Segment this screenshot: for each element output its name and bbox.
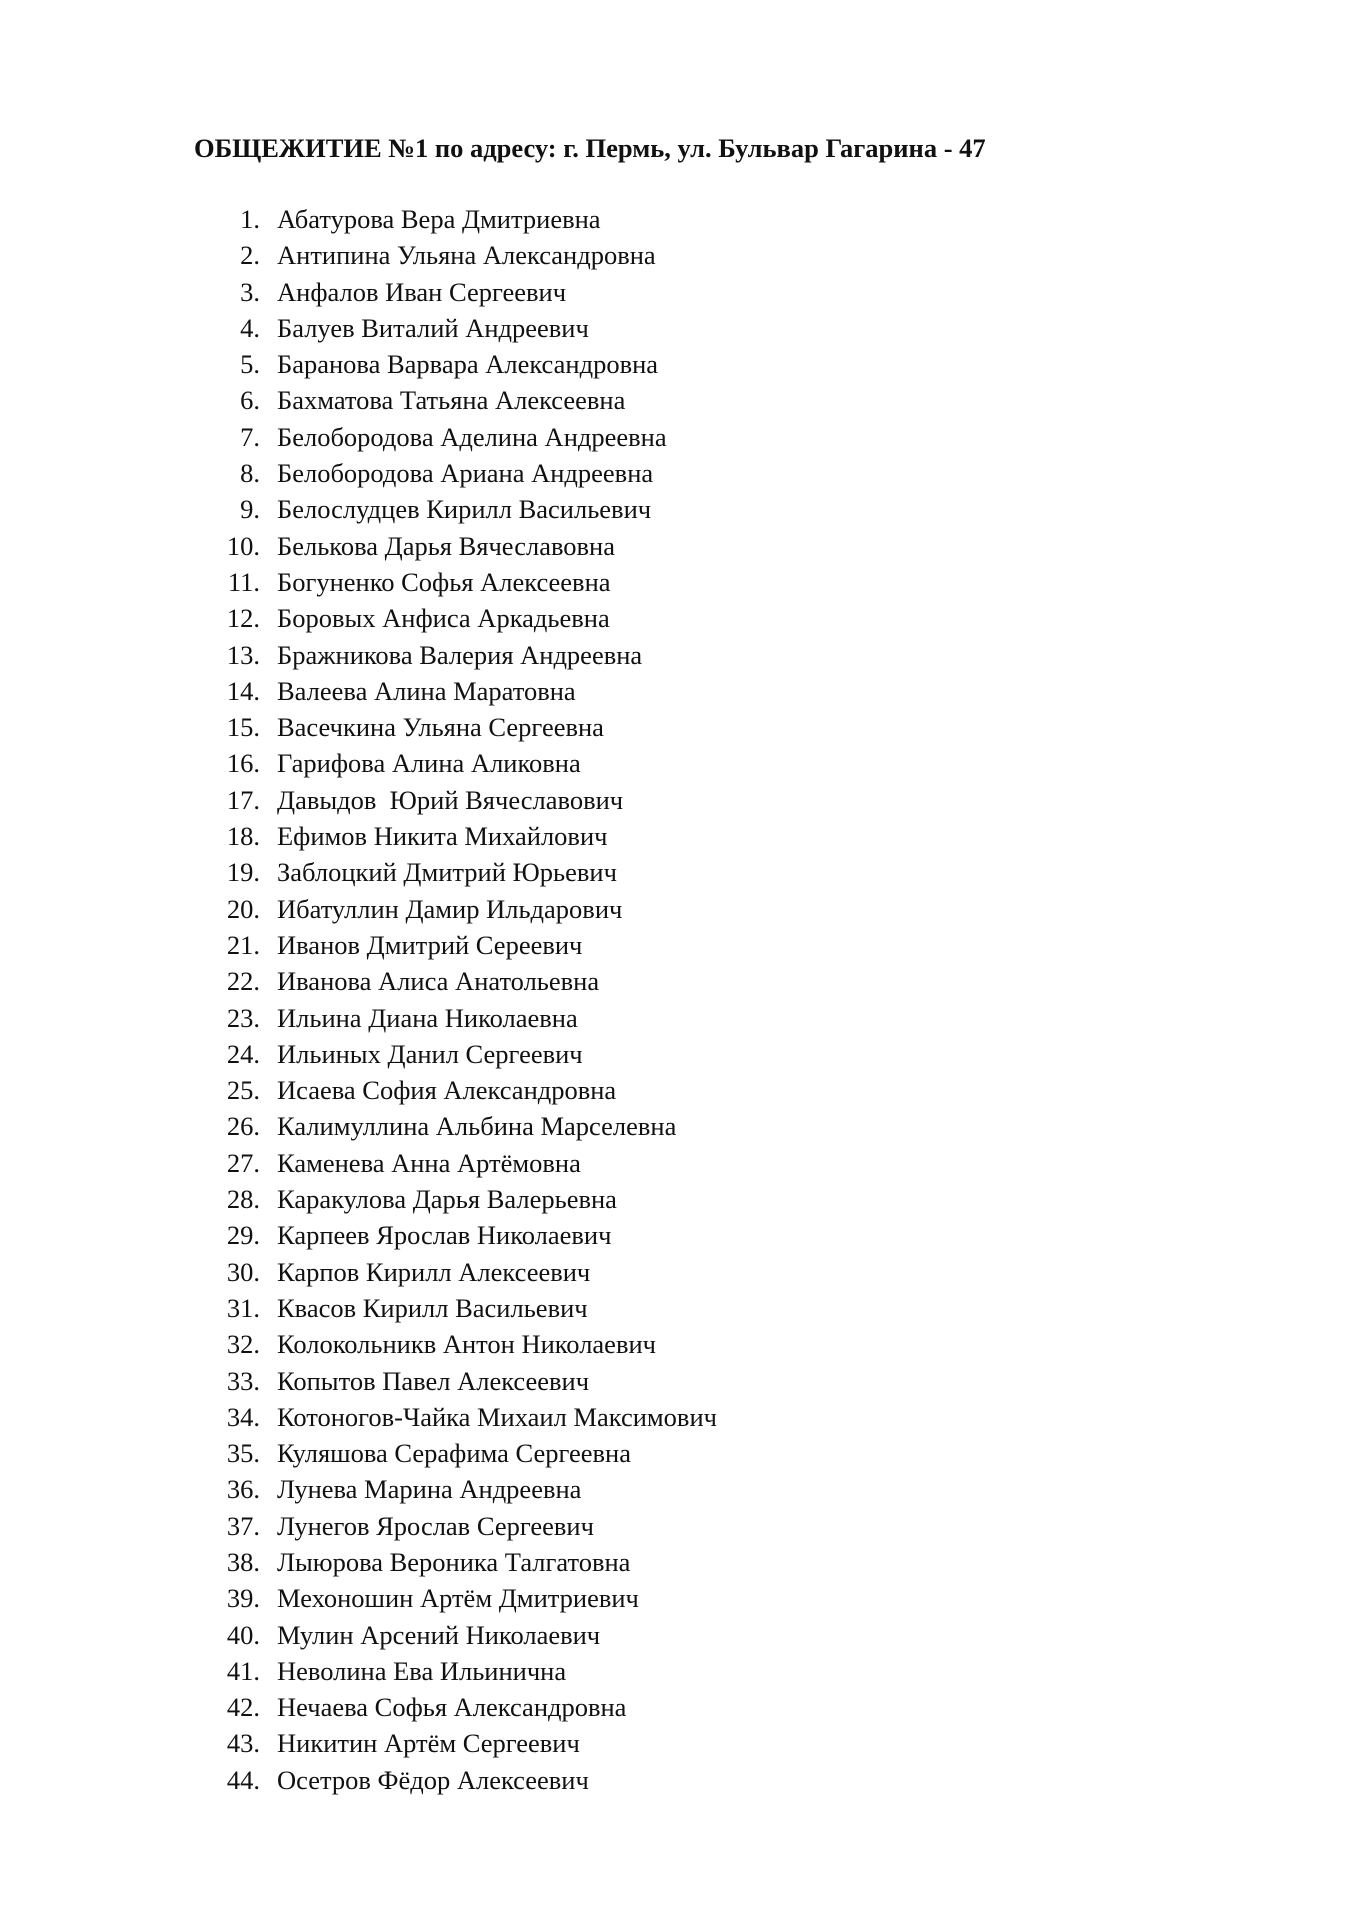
list-item-name: Исаева София Александровна — [277, 1075, 617, 1106]
list-item-name: Васечкина Ульяна Сергеевна — [277, 712, 604, 743]
list-item-name: Бахматова Татьяна Алексеевна — [277, 385, 626, 416]
list-item-number: 21. — [226, 929, 260, 960]
list-item-number: 15. — [226, 712, 260, 743]
list-item-name: Валеева Алина Маратовна — [277, 675, 576, 706]
list-item-name: Балуев Виталий Андреевич — [277, 312, 589, 343]
list-item-name: Лыюрова Вероника Талгатовна — [277, 1546, 631, 1577]
list-item-number: 6. — [240, 385, 260, 416]
list-item-name: Абатурова Вера Дмитриевна — [277, 204, 601, 234]
list-item-name: Каракулова Дарья Валерьевна — [277, 1184, 617, 1215]
list-item-number: 23. — [226, 1002, 260, 1033]
page-title: ОБЩЕЖИТИЕ №1 по адресу: г. Пермь, ул. Бульвар Гагарина - 47 — [194, 133, 986, 163]
list-item-number: 31. — [226, 1292, 260, 1323]
list-item-name: Никитин Артём Сергеевич — [277, 1728, 580, 1759]
list-item-number: 32. — [226, 1329, 260, 1360]
list-item-number: 17. — [226, 784, 260, 815]
list-item-name: Баранова Варвара Александровна — [277, 349, 659, 380]
list-item-number: 39. — [226, 1583, 260, 1614]
list-item-name: Котоногов-Чайка Михаил Максимович — [277, 1401, 717, 1432]
list-item-name: Копытов Павел Алексеевич — [277, 1365, 590, 1396]
list-item-number: 41. — [226, 1655, 260, 1686]
list-item-number: 36. — [226, 1474, 260, 1505]
list-item-number: 4. — [240, 312, 260, 343]
list-item-number: 35. — [226, 1438, 260, 1469]
list-item-name: Неволина Ева Ильинична — [277, 1655, 567, 1686]
list-item-name: Давыдов Юрий Вячеславович — [277, 784, 624, 815]
list-item-number: 20. — [226, 893, 260, 924]
list-item-number: 22. — [226, 966, 260, 997]
list-item-number: 5. — [240, 349, 260, 380]
list-item-name: Иванова Алиса Анатольевна — [277, 966, 600, 997]
list-item-number: 16. — [226, 748, 260, 779]
list-item-number: 37. — [226, 1510, 260, 1541]
list-item-name: Ильина Диана Николаевна — [277, 1002, 578, 1033]
list-item-number: 27. — [226, 1147, 260, 1178]
list-item-name: Лунева Марина Андреевна — [277, 1474, 582, 1505]
list-item-number: 29. — [226, 1220, 260, 1251]
list-item-number: 3. — [240, 276, 260, 307]
list-item-number: 9. — [240, 494, 260, 525]
list-item-name: Белобородова Ариана Андреевна — [277, 458, 654, 489]
list-item-name: Калимуллина Альбина Марселевна — [277, 1111, 677, 1142]
list-item-number: 38. — [226, 1546, 260, 1577]
list-item-number: 28. — [226, 1184, 260, 1215]
list-item-name: Анфалов Иван Сергеевич — [277, 276, 567, 307]
list-item-number: 14. — [226, 675, 260, 706]
list-item-number: 43. — [226, 1728, 260, 1759]
list-item-name: Иванов Дмитрий Сереевич — [277, 929, 583, 960]
list-item-name: Колокольникв Антон Николаевич — [277, 1329, 656, 1360]
list-item-number: 8. — [240, 458, 260, 489]
list-item-number: 13. — [226, 639, 260, 670]
list-item-number: 18. — [226, 821, 260, 852]
list-item-number: 44. — [226, 1764, 260, 1795]
list-item-number: 7. — [240, 421, 260, 452]
list-item-name: Квасов Кирилл Васильевич — [277, 1292, 588, 1323]
list-item-name: Каменева Анна Артёмовна — [277, 1147, 581, 1178]
list-item-name: Карпов Кирилл Алексеевич — [277, 1256, 591, 1287]
list-item-name: Мулин Арсений Николаевич — [277, 1619, 601, 1650]
list-item-name: Белобородова Аделина Андреевна — [277, 421, 667, 452]
list-item-number: 12. — [226, 603, 260, 634]
list-item-name: Ибатуллин Дамир Ильдарович — [277, 893, 623, 924]
list-item-name: Нечаева Софья Александровна — [277, 1692, 627, 1723]
list-item-name: Мехоношин Артём Дмитриевич — [277, 1583, 639, 1614]
list-item-name: Бражникова Валерия Андреевна — [277, 639, 643, 670]
list-item-name: Осетров Фёдор Алексеевич — [277, 1764, 589, 1795]
list-item-name: Куляшова Серафима Сергеевна — [277, 1438, 631, 1469]
list-item-name: Карпеев Ярослав Николаевич — [277, 1220, 612, 1251]
list-item-number: 25. — [226, 1075, 260, 1106]
list-item-name: Ефимов Никита Михайлович — [277, 821, 608, 852]
list-item-number: 30. — [226, 1256, 260, 1287]
list-item-name: Боровых Анфиса Аркадьевна — [277, 603, 610, 634]
list-item-name: Антипина Ульяна Александровна — [277, 240, 656, 271]
list-item-number: 24. — [226, 1038, 260, 1069]
list-item-number: 19. — [226, 857, 260, 888]
list-item-number: 42. — [226, 1692, 260, 1723]
list-item-number: 33. — [226, 1365, 260, 1396]
list-item-name: Белькова Дарья Вячеславовна — [277, 530, 616, 561]
list-item-number: 2. — [240, 240, 260, 271]
list-item-number: 40. — [226, 1619, 260, 1650]
list-item-name: Гарифова Алина Аликовна — [277, 748, 581, 779]
list-item-name: Ильиных Данил Сергеевич — [277, 1038, 583, 1069]
list-item-name: Белослудцев Кирилл Васильевич — [277, 494, 652, 525]
list-item-number: 26. — [226, 1111, 260, 1142]
list-item-name: Заблоцкий Дмитрий Юрьевич — [277, 857, 617, 888]
list-item-number: 34. — [226, 1401, 260, 1432]
list-item-number: 1. — [240, 204, 260, 234]
list-item-name: Богуненко Софья Алексеевна — [277, 566, 611, 597]
list-item-number: 11. — [227, 566, 260, 597]
list-item-name: Лунегов Ярослав Сергеевич — [277, 1510, 594, 1541]
list-item-number: 10. — [226, 530, 260, 561]
